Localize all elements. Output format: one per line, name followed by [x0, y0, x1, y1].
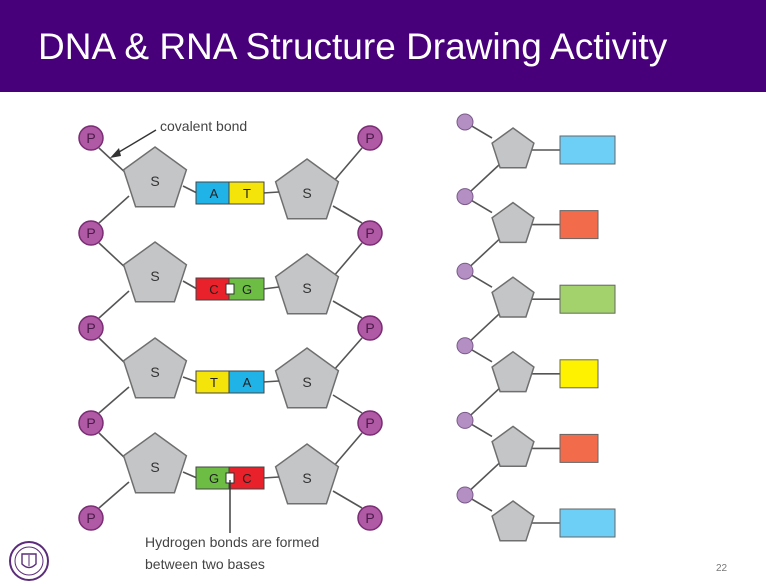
left-phosphate-label: P [86, 415, 96, 431]
right-phosphate-label: P [365, 130, 375, 146]
covalent-bond [333, 433, 362, 467]
covalent-bond-label: covalent bond [160, 118, 248, 134]
university-seal-icon [8, 540, 50, 582]
right-phosphate-label: P [365, 415, 375, 431]
left-sugar-label: S [150, 173, 160, 189]
rna-sugar [492, 203, 534, 243]
glycosidic-bond [183, 281, 197, 289]
right-sugar-label: S [302, 374, 312, 390]
covalent-bond [333, 243, 362, 277]
rna-phosphate [457, 487, 473, 503]
right-base-label: G [241, 282, 253, 297]
left-phosphate-label: P [86, 130, 96, 146]
left-base-label: G [208, 471, 220, 486]
left-phosphate-label: P [86, 320, 96, 336]
left-sugar-label: S [150, 459, 160, 475]
left-sugar-label: S [150, 364, 160, 380]
rna-sugar [492, 128, 534, 168]
left-phosphate-label: P [86, 510, 96, 526]
left-base-label: A [209, 186, 219, 201]
rna-phosphate [457, 114, 473, 130]
right-base-label: C [242, 471, 252, 486]
rna-phosphate [457, 338, 473, 354]
glycosidic-bond [183, 472, 197, 478]
rna-sugar [492, 352, 534, 392]
rna-base [560, 285, 615, 313]
right-sugar-label: S [302, 470, 312, 486]
right-base-label: A [242, 375, 252, 390]
glycosidic-bond [183, 377, 197, 382]
covalent-bond [333, 338, 362, 371]
glycosidic-bond [263, 192, 279, 193]
covalent-bond [99, 387, 129, 413]
covalent-bond [99, 196, 129, 223]
glycosidic-bond [263, 381, 279, 382]
rna-base [560, 360, 598, 388]
rna-sugar [492, 426, 534, 466]
right-phosphate-label: P [365, 320, 375, 336]
covalent-bond [99, 482, 129, 508]
left-sugar-label: S [150, 268, 160, 284]
covalent-bond-arrowhead [110, 148, 121, 158]
covalent-bond [333, 301, 362, 318]
glycosidic-bond [183, 186, 197, 193]
page-number: 22 [716, 563, 728, 574]
left-phosphate-label: P [86, 225, 96, 241]
page-title: DNA & RNA Structure Drawing Activity [38, 26, 668, 67]
rna-phosphate [457, 263, 473, 279]
rna-base [560, 434, 598, 462]
rna-base [560, 136, 615, 164]
left-base-label: T [210, 375, 218, 390]
covalent-bond [99, 291, 129, 318]
rna-base [560, 211, 598, 239]
hydrogen-bond-label-line2: between two bases [145, 556, 265, 572]
covalent-bond [333, 206, 362, 223]
right-phosphate-label: P [365, 510, 375, 526]
rna-sugar [492, 501, 534, 541]
covalent-bond [333, 491, 362, 508]
left-base-label: C [209, 282, 219, 297]
hydrogen-bond-label-line1: Hydrogen bonds are formed [145, 534, 320, 550]
covalent-bond [333, 395, 362, 413]
glycosidic-bond [263, 477, 279, 478]
hydrogen-bond-link [226, 284, 234, 294]
glycosidic-bond [263, 287, 279, 289]
rna-phosphate [457, 412, 473, 428]
right-base-label: T [243, 186, 251, 201]
rna-base [560, 509, 615, 537]
right-sugar-label: S [302, 185, 312, 201]
rna-sugar [492, 277, 534, 317]
right-phosphate-label: P [365, 225, 375, 241]
covalent-bond [333, 148, 362, 182]
rna-phosphate [457, 189, 473, 205]
right-sugar-label: S [302, 280, 312, 296]
